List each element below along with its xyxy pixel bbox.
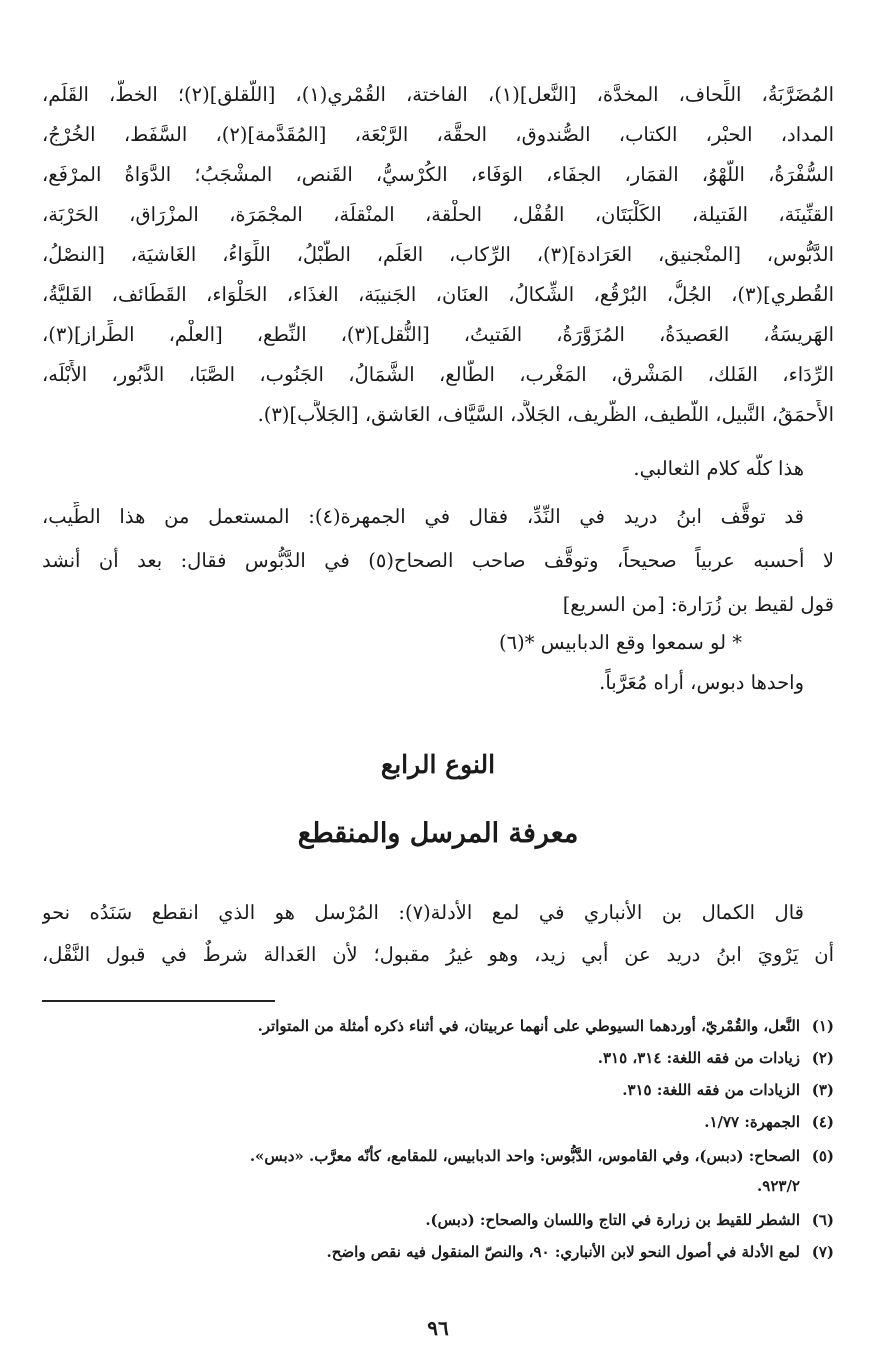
footnote-text: لمع الأدلة في أصول النحو لابن الأنباري: ٩٠، والنصّ المنقول فيه نقص واضح. bbox=[326, 1243, 800, 1261]
text-line: هذا كلُّه كلام الثعالبي. bbox=[633, 457, 804, 480]
footnote-number: (١) bbox=[811, 1017, 834, 1035]
footnote-text: النَّعل، والقُمْريّ، أوردهما السيوطي على أنهما عربيتان، في أثناء ذكره أمثلة من المتواتر. bbox=[257, 1017, 800, 1035]
footnote bbox=[42, 1110, 834, 1134]
text-line: قول لقيط بن زُرَارة: [من السريع] bbox=[562, 593, 834, 616]
footnote-text: زيادات من فقه اللغة: ٣١٤، ٣١٥. bbox=[597, 1049, 800, 1067]
page-number: ٩٦ bbox=[427, 1316, 449, 1340]
text-line: الرِّدَاء، الفَلك، المَشْرق، المَغْرب، الطَّالع، الشَّمَالُ، الجَنُوب، الصَّبَا، الدَّبُور، الأَبْلَه، bbox=[42, 363, 834, 386]
verse-line: * لو سمعوا وقع الدبابيس *(٦) bbox=[499, 631, 742, 654]
text-line: قال الكمال بن الأنباري في لمع الأدلة(٧): المُرْسل هو الذي انقطع سَنَدُه نحو bbox=[42, 901, 804, 924]
footnote-text: الصحاح: (دبس)، وفي القاموس، الدَّبُّوس: واحد الدبابيس، للمقامع، كأنّه معرَّب. «دبس». bbox=[249, 1147, 800, 1165]
footnote-number: (٦) bbox=[811, 1211, 834, 1229]
footnote-number: (٧) bbox=[811, 1243, 834, 1261]
text-line: السُّفْرَةُ، اللَّهْوُ، القمَار، الجفَاء، الوَفَاء، الكُرْسيُّ، القَنص، المشْجَبُ؛ الدَّوَاةُ المرْفَع، bbox=[42, 163, 834, 186]
footnote-text: الشطر للقيط بن زرارة في التاج واللسان والصحاح: (دبس). bbox=[425, 1211, 800, 1229]
footnote-separator bbox=[42, 1000, 275, 1002]
book-page bbox=[42, 80, 834, 1350]
text-line: أن يَرْويَ ابنُ دريد عن أبي زيد، وهو غيرُ مقبول؛ لأن العَدالة شرطٌ في قبول النَّقْل، bbox=[42, 943, 834, 966]
footnote-number: (٤) bbox=[811, 1113, 834, 1131]
section-heading: النوع الرابع bbox=[380, 750, 496, 779]
footnote-text: ٩٢٣/٢. bbox=[757, 1177, 800, 1195]
footnote bbox=[42, 1144, 834, 1168]
footnote-text: الجمهرة: ١/٧٧. bbox=[704, 1113, 800, 1131]
footnote-number: (٥) bbox=[811, 1147, 834, 1165]
footnote-number: (٢) bbox=[811, 1049, 834, 1067]
text-line: واحدها دبوس، أراه مُعَرَّباً. bbox=[599, 671, 804, 694]
footnote-text: الزيادات من فقه اللغة: ٣١٥. bbox=[622, 1081, 800, 1099]
footnote bbox=[42, 1240, 834, 1264]
text-line: الأَحمَقُ، النَّبيل، اللَّطيف، الظَّريف، الجَلاَّد، السَّيَّاف، العَاشق، [الجَلاَّب](٣). bbox=[257, 403, 834, 426]
text-line: القنِّينَة، الفَتيلة، الكَلْبَتَان، القُفْل، الحلْقة، المنْقلَة، المجْمَرَة، المزْرَاق، الحَرْبَة، bbox=[42, 203, 834, 226]
footnote bbox=[42, 1078, 834, 1102]
text-line: القُطري](٣)، الجُلُّ، البُرْقُع، الشِّكالُ، العنَان، الجَنيبَة، الغذَاء، الحَلْوَاء، القَطَائف، القَليَّةُ، bbox=[42, 283, 834, 306]
section-title: معرفة المرسل والمنقطع bbox=[297, 818, 579, 849]
text-line: الدَّبُّوس، [المنْجنيق، العَرَادة](٣)، الرِّكاب، العَلَم، الطَّبْلُ، اللِّوَاءُ، الغَاشيَة، [النصْلُ، bbox=[42, 243, 834, 266]
text-line: لا أحسبه عربياً صحيحاً، وتوقَّف صاحب الصحاح(٥) في الدَّبُّوس فقال: بعد أن أنشد bbox=[42, 549, 834, 572]
footnote bbox=[42, 1046, 834, 1070]
text-line: المداد، الحبْر، الكتاب، الصُّندوق، الحقَّة، الرَّبْعَة، [المُقَدَّمة](٢)، السَّفَط، الخُرْجُ، bbox=[42, 123, 834, 146]
footnote bbox=[42, 1208, 834, 1232]
text-line: الهَريسَةُ، العَصيدَةُ، المُزَوَّرَةُ، الفَتيتُ، [النُّقل](٣)، النِّطع، [العلْم، الطِّراز](٣)، bbox=[42, 323, 834, 346]
footnote-continuation bbox=[42, 1174, 834, 1198]
text-line: قد توقَّف ابنُ دريد في النِّدِّ، فقال في الجمهرة(٤): المستعمل من هذا الطِّيب، bbox=[42, 505, 804, 528]
footnote-number: (٣) bbox=[811, 1081, 834, 1099]
footnote bbox=[42, 1014, 834, 1038]
text-line: المُضَرَّبَةُ، اللِّحاف، المخدَّة، [النَّعل](١)، الفاختة، القُمْري(١)، [اللَّقلق](٢)؛ الخطُّ، القَلَم، bbox=[42, 83, 834, 106]
